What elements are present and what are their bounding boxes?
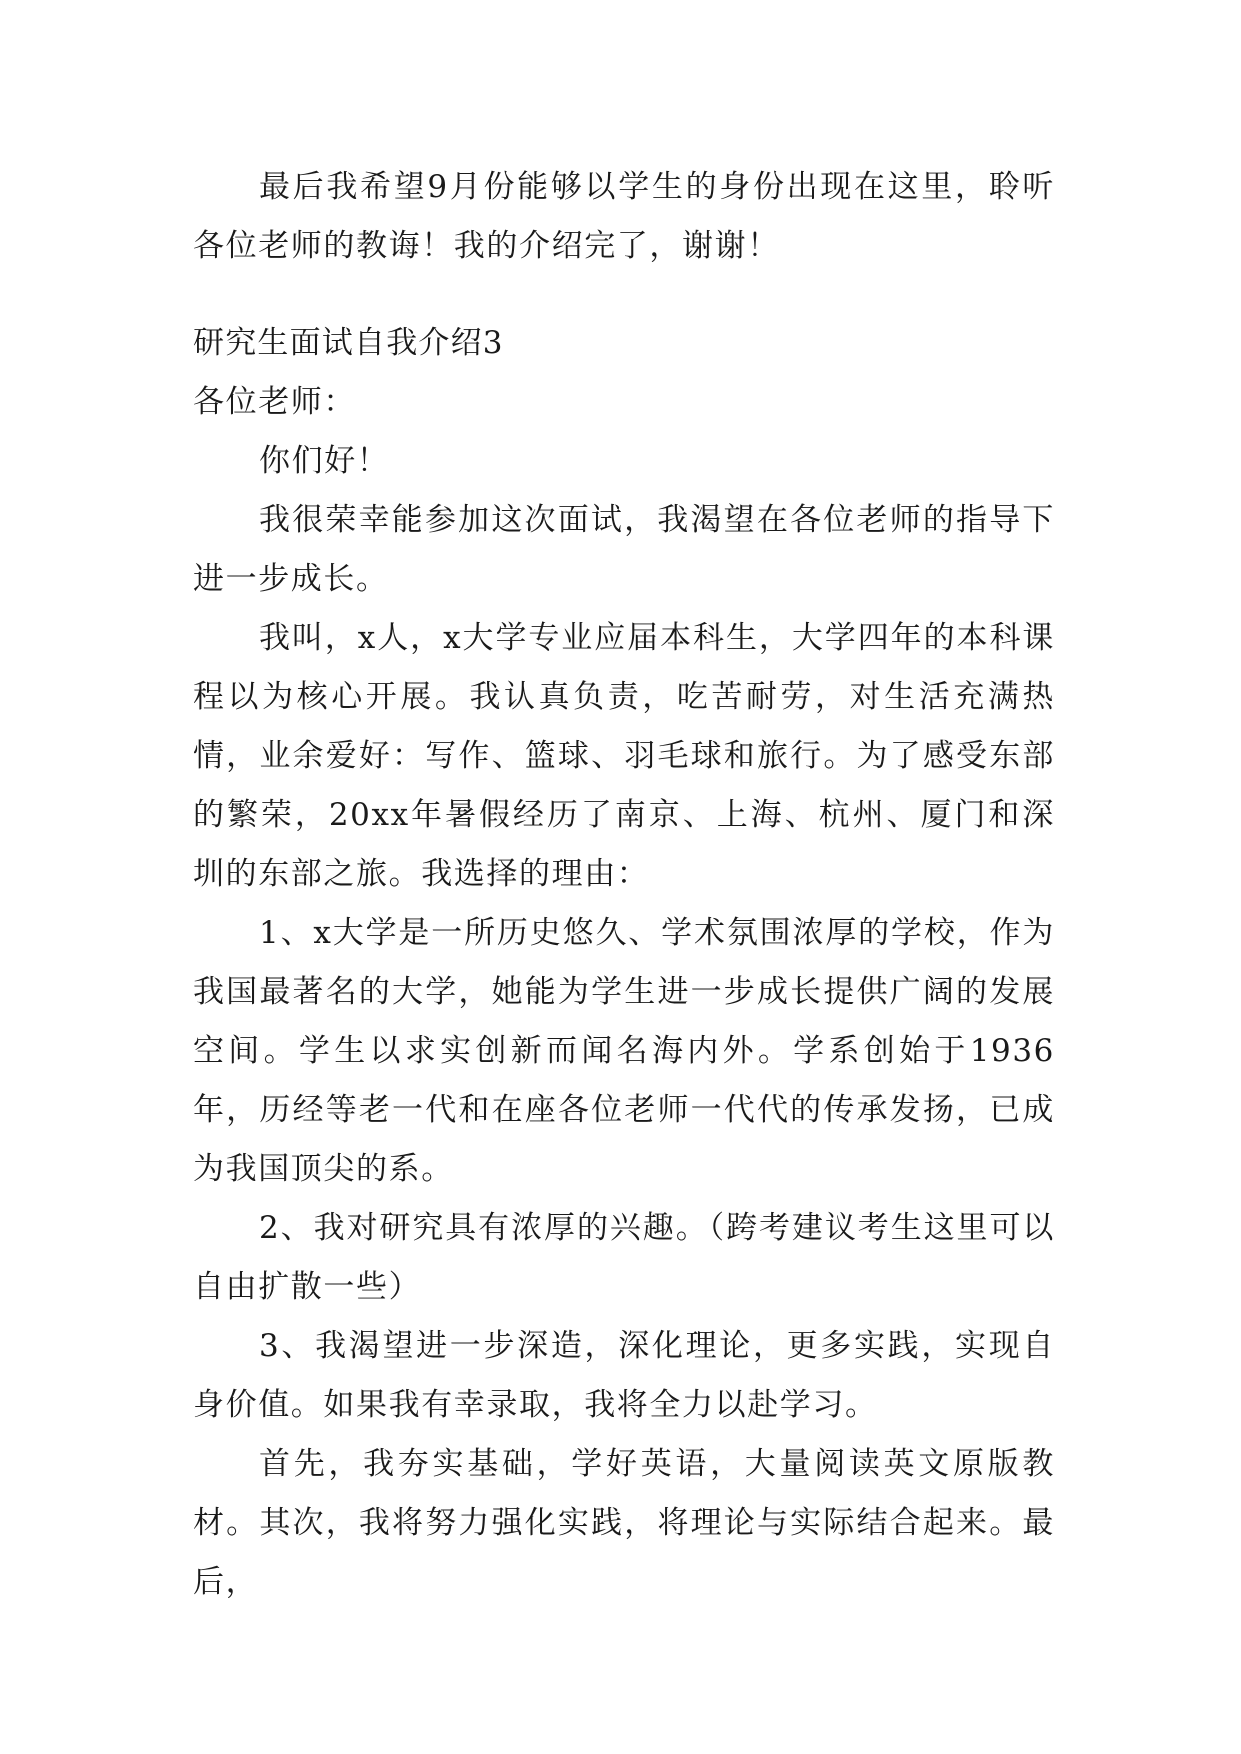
body-paragraph: 首先，我夯实基础，学好英语，大量阅读英文原版教材。其次，我将努力强化实践，将理论与实际结合起来。最后， <box>193 1446 1055 1600</box>
numbered-paragraph-1: 1、x大学是一所历史悠久、学术氛围浓厚的学校，作为我国最著名的大学，她能为学生进一步成长提供广阔的发展空间。学生以求实创新而闻名海内外。学系创始于1936年，历经等老一代和在座各位老师一代代的传承发扬，已成为我国顶尖的系。 <box>193 915 1055 1187</box>
document-body <box>193 158 1055 1612</box>
salutation: 各位老师： <box>193 384 356 420</box>
section-heading: 研究生面试自我介绍3 <box>193 325 504 361</box>
greeting: 你们好！ <box>259 443 390 479</box>
numbered-paragraph-3: 3、我渴望进一步深造，深化理论，更多实践，实现自身价值。如果我有幸录取，我将全力以赴学习。 <box>193 1328 1055 1423</box>
closing-paragraph: 最后我希望9月份能够以学生的身份出现在这里，聆听各位老师的教诲！我的介绍完了，谢谢！ <box>193 169 1055 264</box>
numbered-paragraph-2: 2、我对研究具有浓厚的兴趣。（跨考建议考生这里可以自由扩散一些） <box>193 1210 1055 1305</box>
body-paragraph: 我叫，x人，x大学专业应届本科生，大学四年的本科课程以为核心开展。我认真负责，吃苦耐劳，对生活充满热情，业余爱好：写作、篮球、羽毛球和旅行。为了感受东部的繁荣，20xx年暑假经历了南京、上海、杭州、厦门和深圳的东部之旅。我选择的理由： <box>193 620 1055 892</box>
body-paragraph: 我很荣幸能参加这次面试，我渴望在各位老师的指导下进一步成长。 <box>193 502 1055 597</box>
